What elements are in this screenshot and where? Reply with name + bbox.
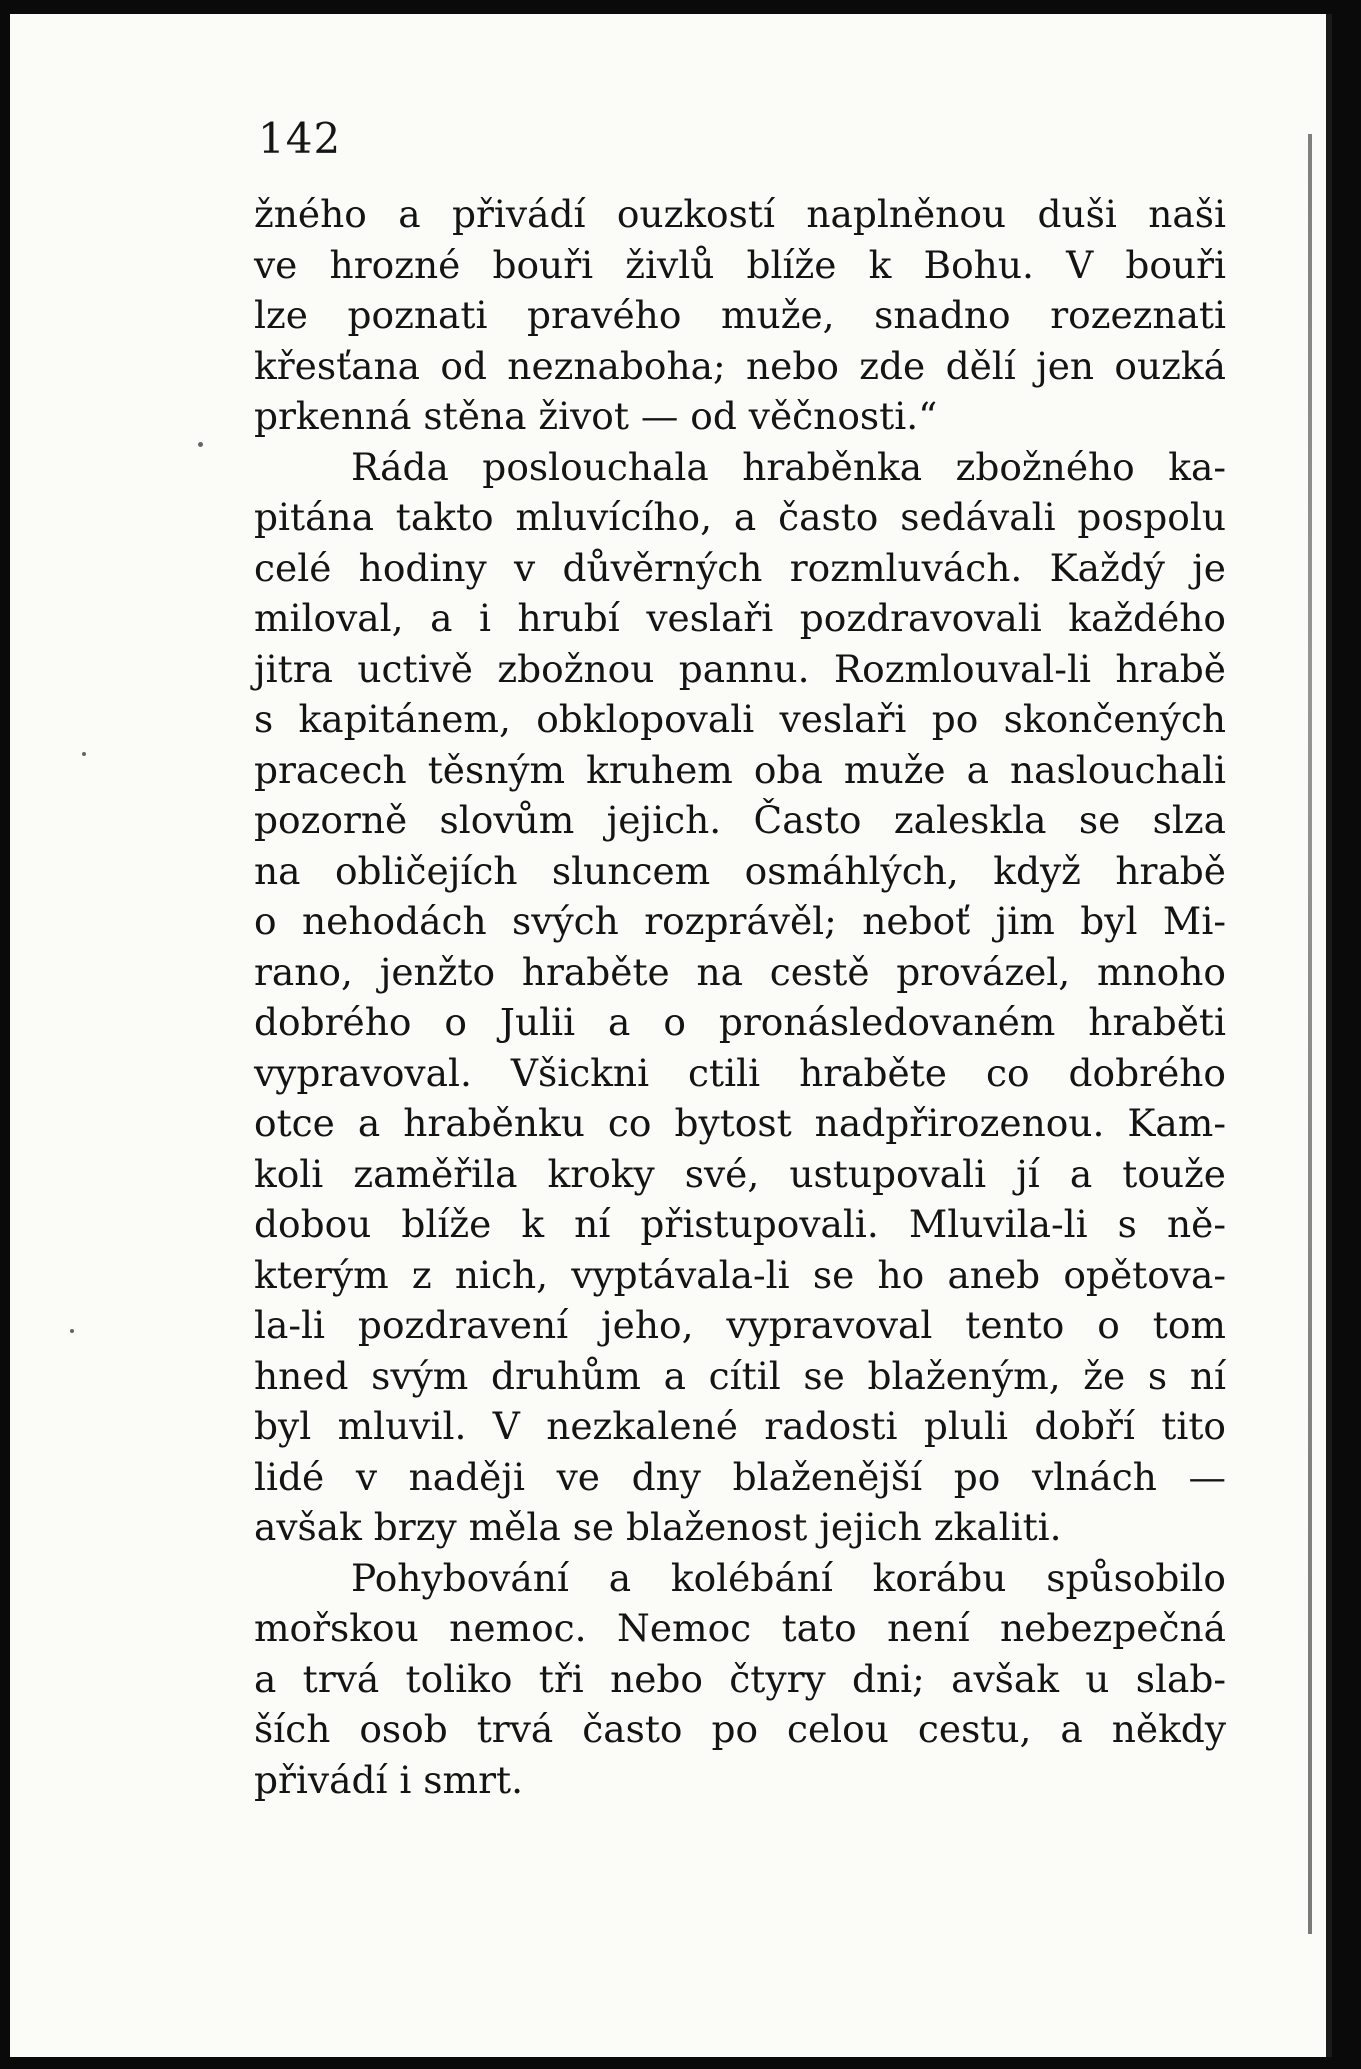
text-line: dobrého o Julii a o pronásledovaném hraběti: [254, 1000, 1226, 1044]
text-line: lze poznati pravého muže, snadno rozeznati: [254, 293, 1226, 337]
text-line: přivádí i smrt.: [254, 1757, 524, 1802]
binding-shadow: [1308, 134, 1312, 1934]
text-line: o nehodách svých rozprávěl; neboť jim byl Mi-: [254, 899, 1226, 943]
text-line: vypravoval. Všickni ctili hraběte co dobrého: [254, 1050, 1226, 1095]
text-line: hned svým druhům a cítil se blaženým, že s ní: [254, 1353, 1226, 1398]
text-line: pitána takto mluvícího, a často sedávali pospolu: [254, 495, 1226, 539]
text-line: koli zaměřila kroky své, ustupovali jí a touže: [254, 1151, 1226, 1196]
text-line: dobou blíže k ní přistupovali. Mluvila-li s ně-: [254, 1202, 1226, 1246]
text-line: pozorně slovům jejich. Často zaleskla se slza: [254, 798, 1226, 842]
text-line: křesťana od neznaboha; nebo zde dělí jen ouzká: [254, 343, 1226, 388]
text-line: Pohybování a kolébání korábu spůsobilo: [351, 1555, 1226, 1600]
page-number: 142: [258, 114, 342, 163]
scan-speck: [198, 442, 203, 447]
text-line: mořskou nemoc. Nemoc tato není nebezpečná: [254, 1606, 1226, 1650]
text-line: prkenná stěna život — od věčnosti.“: [254, 394, 938, 438]
text-line: avšak brzy měla se blaženost jejich zkaliti.: [254, 1505, 1062, 1549]
body-text: [254, 189, 1226, 1805]
text-line: pracech těsným kruhem oba muže a naslouchali: [254, 747, 1226, 792]
text-line: Ráda poslouchala hraběnka zbožného ka-: [351, 444, 1226, 489]
text-line: na obličejích sluncem osmáhlých, když hrabě: [254, 848, 1226, 893]
text-line: byl mluvil. V nezkalené radosti pluli dobří tito: [254, 1404, 1226, 1448]
text-line: s kapitánem, obklopovali veslaři po skončených: [254, 697, 1226, 741]
text-line: žného a přivádí ouzkostí naplněnou duši naši: [254, 192, 1226, 236]
scan-speck: [82, 752, 86, 756]
text-line: kterým z nich, vyptávala-li se ho aneb opětova-: [254, 1252, 1226, 1297]
text-line: a trvá toliko tři nebo čtyry dni; avšak u slab-: [254, 1656, 1226, 1701]
book-page: [10, 14, 1332, 2057]
text-line: jitra uctivě zbožnou pannu. Rozmlouval-li hrabě: [254, 646, 1226, 691]
text-line: rano, jenžto hraběte na cestě provázel, mnoho: [254, 949, 1226, 994]
text-line: lidé v naději ve dny blaženější po vlnách —: [254, 1454, 1226, 1499]
text-line: celé hodiny v důvěrných rozmluvách. Každý je: [254, 545, 1226, 590]
text-line: miloval, a i hrubí veslaři pozdravovali každého: [254, 596, 1226, 640]
text-line: otce a hraběnku co bytost nadpřirozenou. Kam-: [254, 1101, 1226, 1145]
text-line: ve hrozné bouři živlů blíže k Bohu. V bouři: [254, 242, 1226, 287]
text-line: la-li pozdravení jeho, vypravoval tento o tom: [254, 1303, 1226, 1347]
scan-speck: [70, 1329, 74, 1333]
text-line: ších osob trvá často po celou cestu, a někdy: [254, 1707, 1226, 1751]
